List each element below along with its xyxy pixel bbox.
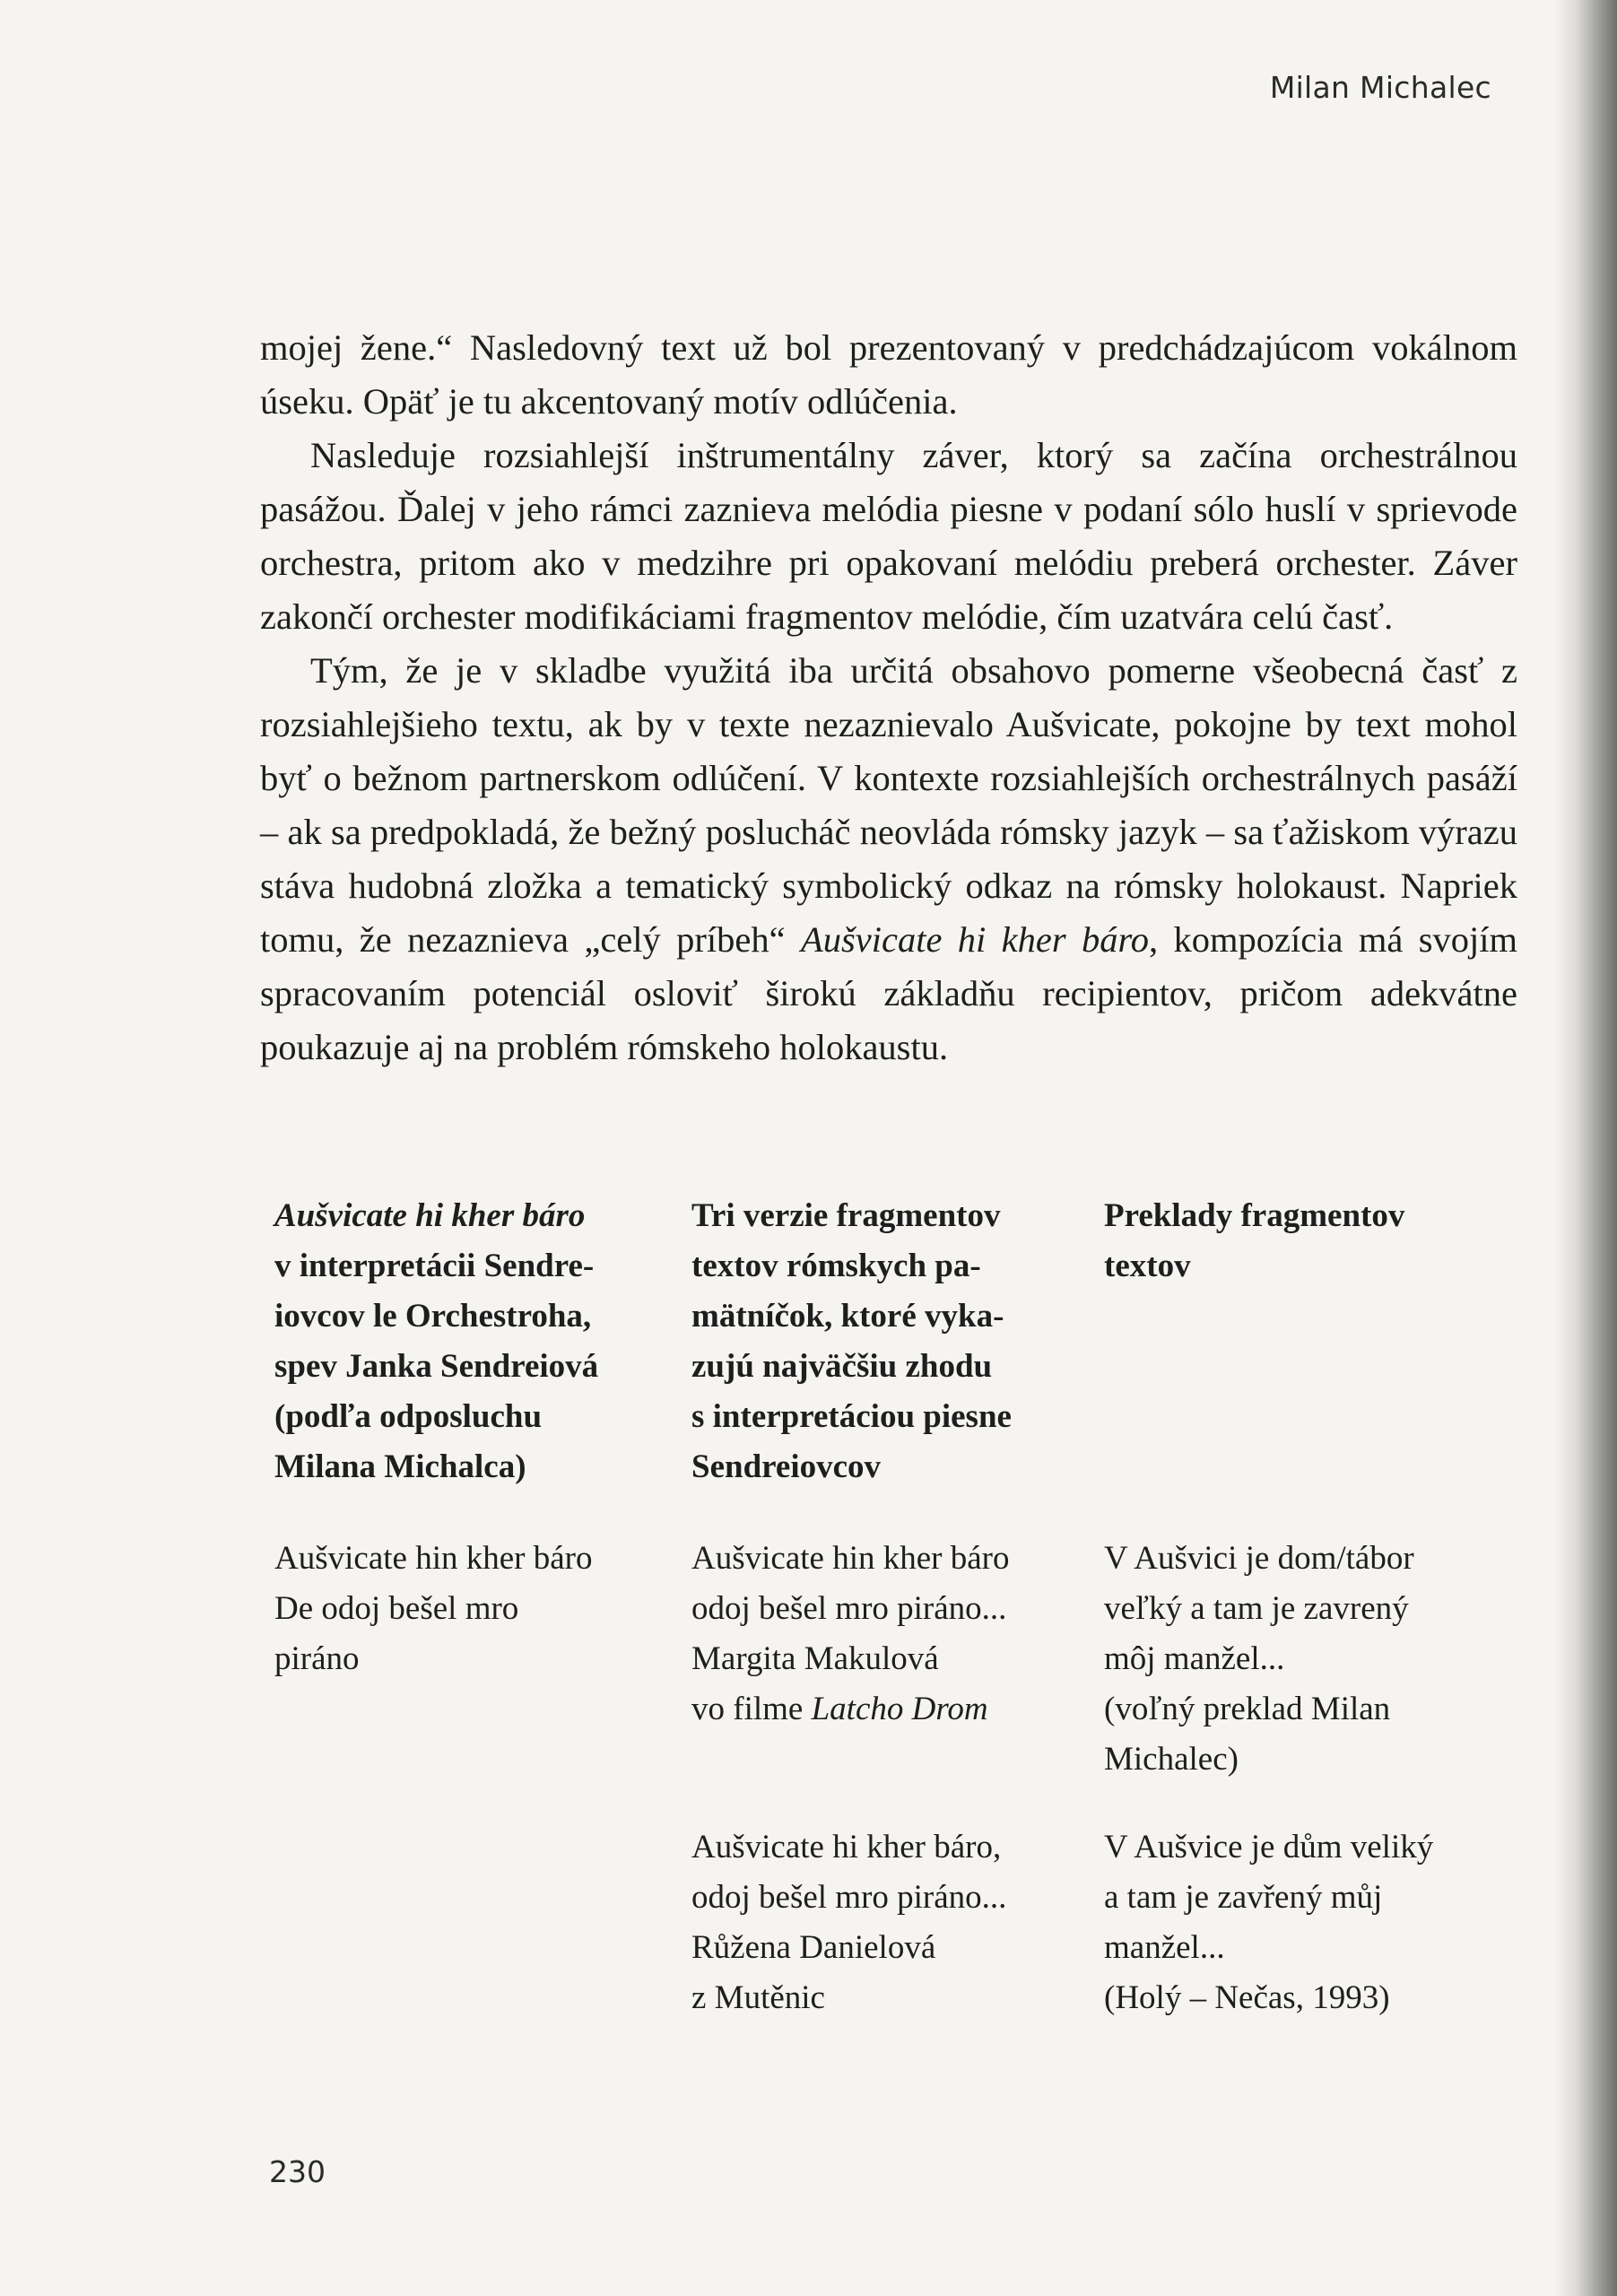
paragraph-3-part-b: , kompozícia má svojím spracovaním potenciál osloviť širokú základňu recipientov, pričom adekvátne poukazuje aj na problém rómskeho holokaustu.: [260, 919, 1518, 1067]
header-line: zujú najväčšiu zhodu: [691, 1348, 993, 1385]
translation-line: V Aušvici je dom/tábor: [1104, 1540, 1414, 1577]
page-number: 230: [269, 2154, 326, 2189]
cell-translation: [1104, 1534, 1499, 1785]
paragraph-1: mojej žene.“ Nasledovný text už bol prezentovaný v predchádzajúcom vokálnom úseku. Opäť je tu akcentovaný motív odlúčenia.: [260, 327, 1517, 422]
translation-line: môj manžel...: [1104, 1640, 1285, 1677]
table-row: [274, 1822, 1499, 2023]
cell-translation: [1104, 1822, 1499, 2023]
cell-version-lyrics: [691, 1534, 1104, 1785]
header-song-title: Aušvicate hi kher báro: [274, 1197, 586, 1234]
header-cell-translations: [1104, 1191, 1499, 1492]
lyric-line: Aušvicate hin kher báro: [274, 1540, 593, 1577]
table-header-row: [274, 1191, 1499, 1492]
header-line: Tri verzie fragmentov: [691, 1197, 1001, 1234]
header-line: (podľa odposluchu: [274, 1398, 543, 1435]
lyric-line: Aušvicate hin kher báro: [691, 1540, 1010, 1577]
lyric-line: odoj bešel mro piráno...: [691, 1879, 1007, 1916]
header-line: Sendreiovcov: [691, 1448, 882, 1485]
header-line: Preklady fragmentov: [1104, 1197, 1405, 1234]
header-cell-versions: [691, 1191, 1104, 1492]
translation-line: veľký a tam je zavrený: [1104, 1590, 1409, 1627]
header-line: textov rómskych pa-: [691, 1248, 981, 1284]
source-place: z Mutěnic: [691, 1979, 825, 2016]
translation-source: (voľný preklad Milan: [1104, 1691, 1391, 1727]
header-line: s interpretáciou piesne: [691, 1398, 1012, 1435]
translation-line: V Aušvice je dům veliký: [1104, 1829, 1434, 1866]
running-header-author: Milan Michalec: [1269, 70, 1491, 105]
source-name: Růžena Danielová: [691, 1929, 936, 1966]
lyric-line: piráno: [274, 1640, 360, 1677]
lyric-line: De odoj bešel mro: [274, 1590, 519, 1627]
film-prefix: vo filme: [691, 1691, 812, 1727]
fragments-table: [274, 1191, 1499, 2023]
header-line: iovcov le Orchestroha,: [274, 1298, 592, 1335]
header-line: spev Janka Sendreiová: [274, 1348, 599, 1385]
translation-line: manžel...: [1104, 1929, 1225, 1966]
paragraph-3-part-a: Tým, že je v skladbe využitá iba určitá obsahovo pomerne všeobecná časť z rozsiahlejšieho textu, ak by v texte nezaznievalo Aušvicate, pokojne by text mohol byť o bežnom partnerskom odlúčení. V kontexte rozsiahlejších orchestrálnych pasáží – ak sa predpokladá, že bežný poslucháč neovláda rómsky jazyk – sa ťažiskom výrazu stáva hudobná zložka a tematický symbolický odkaz na rómsky holokaust. Napriek tomu, že nezaznieva „celý príbeh“: [260, 650, 1517, 960]
header-line: textov: [1104, 1248, 1191, 1284]
header-line: v interpretácii Sendre-: [274, 1248, 595, 1284]
book-spine-shadow: [1554, 0, 1617, 2296]
source-film: [691, 1684, 1104, 1735]
film-title: Latcho Drom: [811, 1691, 988, 1727]
cell-interpretation-lyrics: [274, 1534, 691, 1785]
translation-source: (Holý – Nečas, 1993): [1104, 1979, 1390, 2016]
cell-empty: [274, 1822, 691, 2023]
body-text: [260, 321, 1517, 1074]
source-name: Margita Makulová: [691, 1640, 939, 1677]
translation-source: Michalec): [1104, 1741, 1239, 1778]
paragraph-3: [260, 644, 1517, 1074]
song-title-italic: Aušvicate hi kher báro: [800, 919, 1150, 960]
translation-line: a tam je zavřený můj: [1104, 1879, 1383, 1916]
lyric-line: odoj bešel mro piráno...: [691, 1590, 1007, 1627]
lyric-line: Aušvicate hi kher báro,: [691, 1829, 1002, 1866]
header-cell-interpretation: [274, 1191, 691, 1492]
header-line: Milana Michalca): [274, 1448, 526, 1485]
cell-version-lyrics: [691, 1822, 1104, 2023]
paragraph-2: Nasleduje rozsiahlejší inštrumentálny záver, ktorý sa začína orchestrálnou pasážou. Ďalej v jeho rámci zaznieva melódia piesne v podaní sólo huslí v sprievode orchestra, pritom ako v medzihre pri opakovaní melódiu preberá orchester. Záver zakončí orchester modifikáciami fragmentov melódie, čím uzatvára celú časť.: [260, 435, 1517, 637]
table-row: [274, 1534, 1499, 1785]
header-line: mätníčok, ktoré vyka-: [691, 1298, 1004, 1335]
